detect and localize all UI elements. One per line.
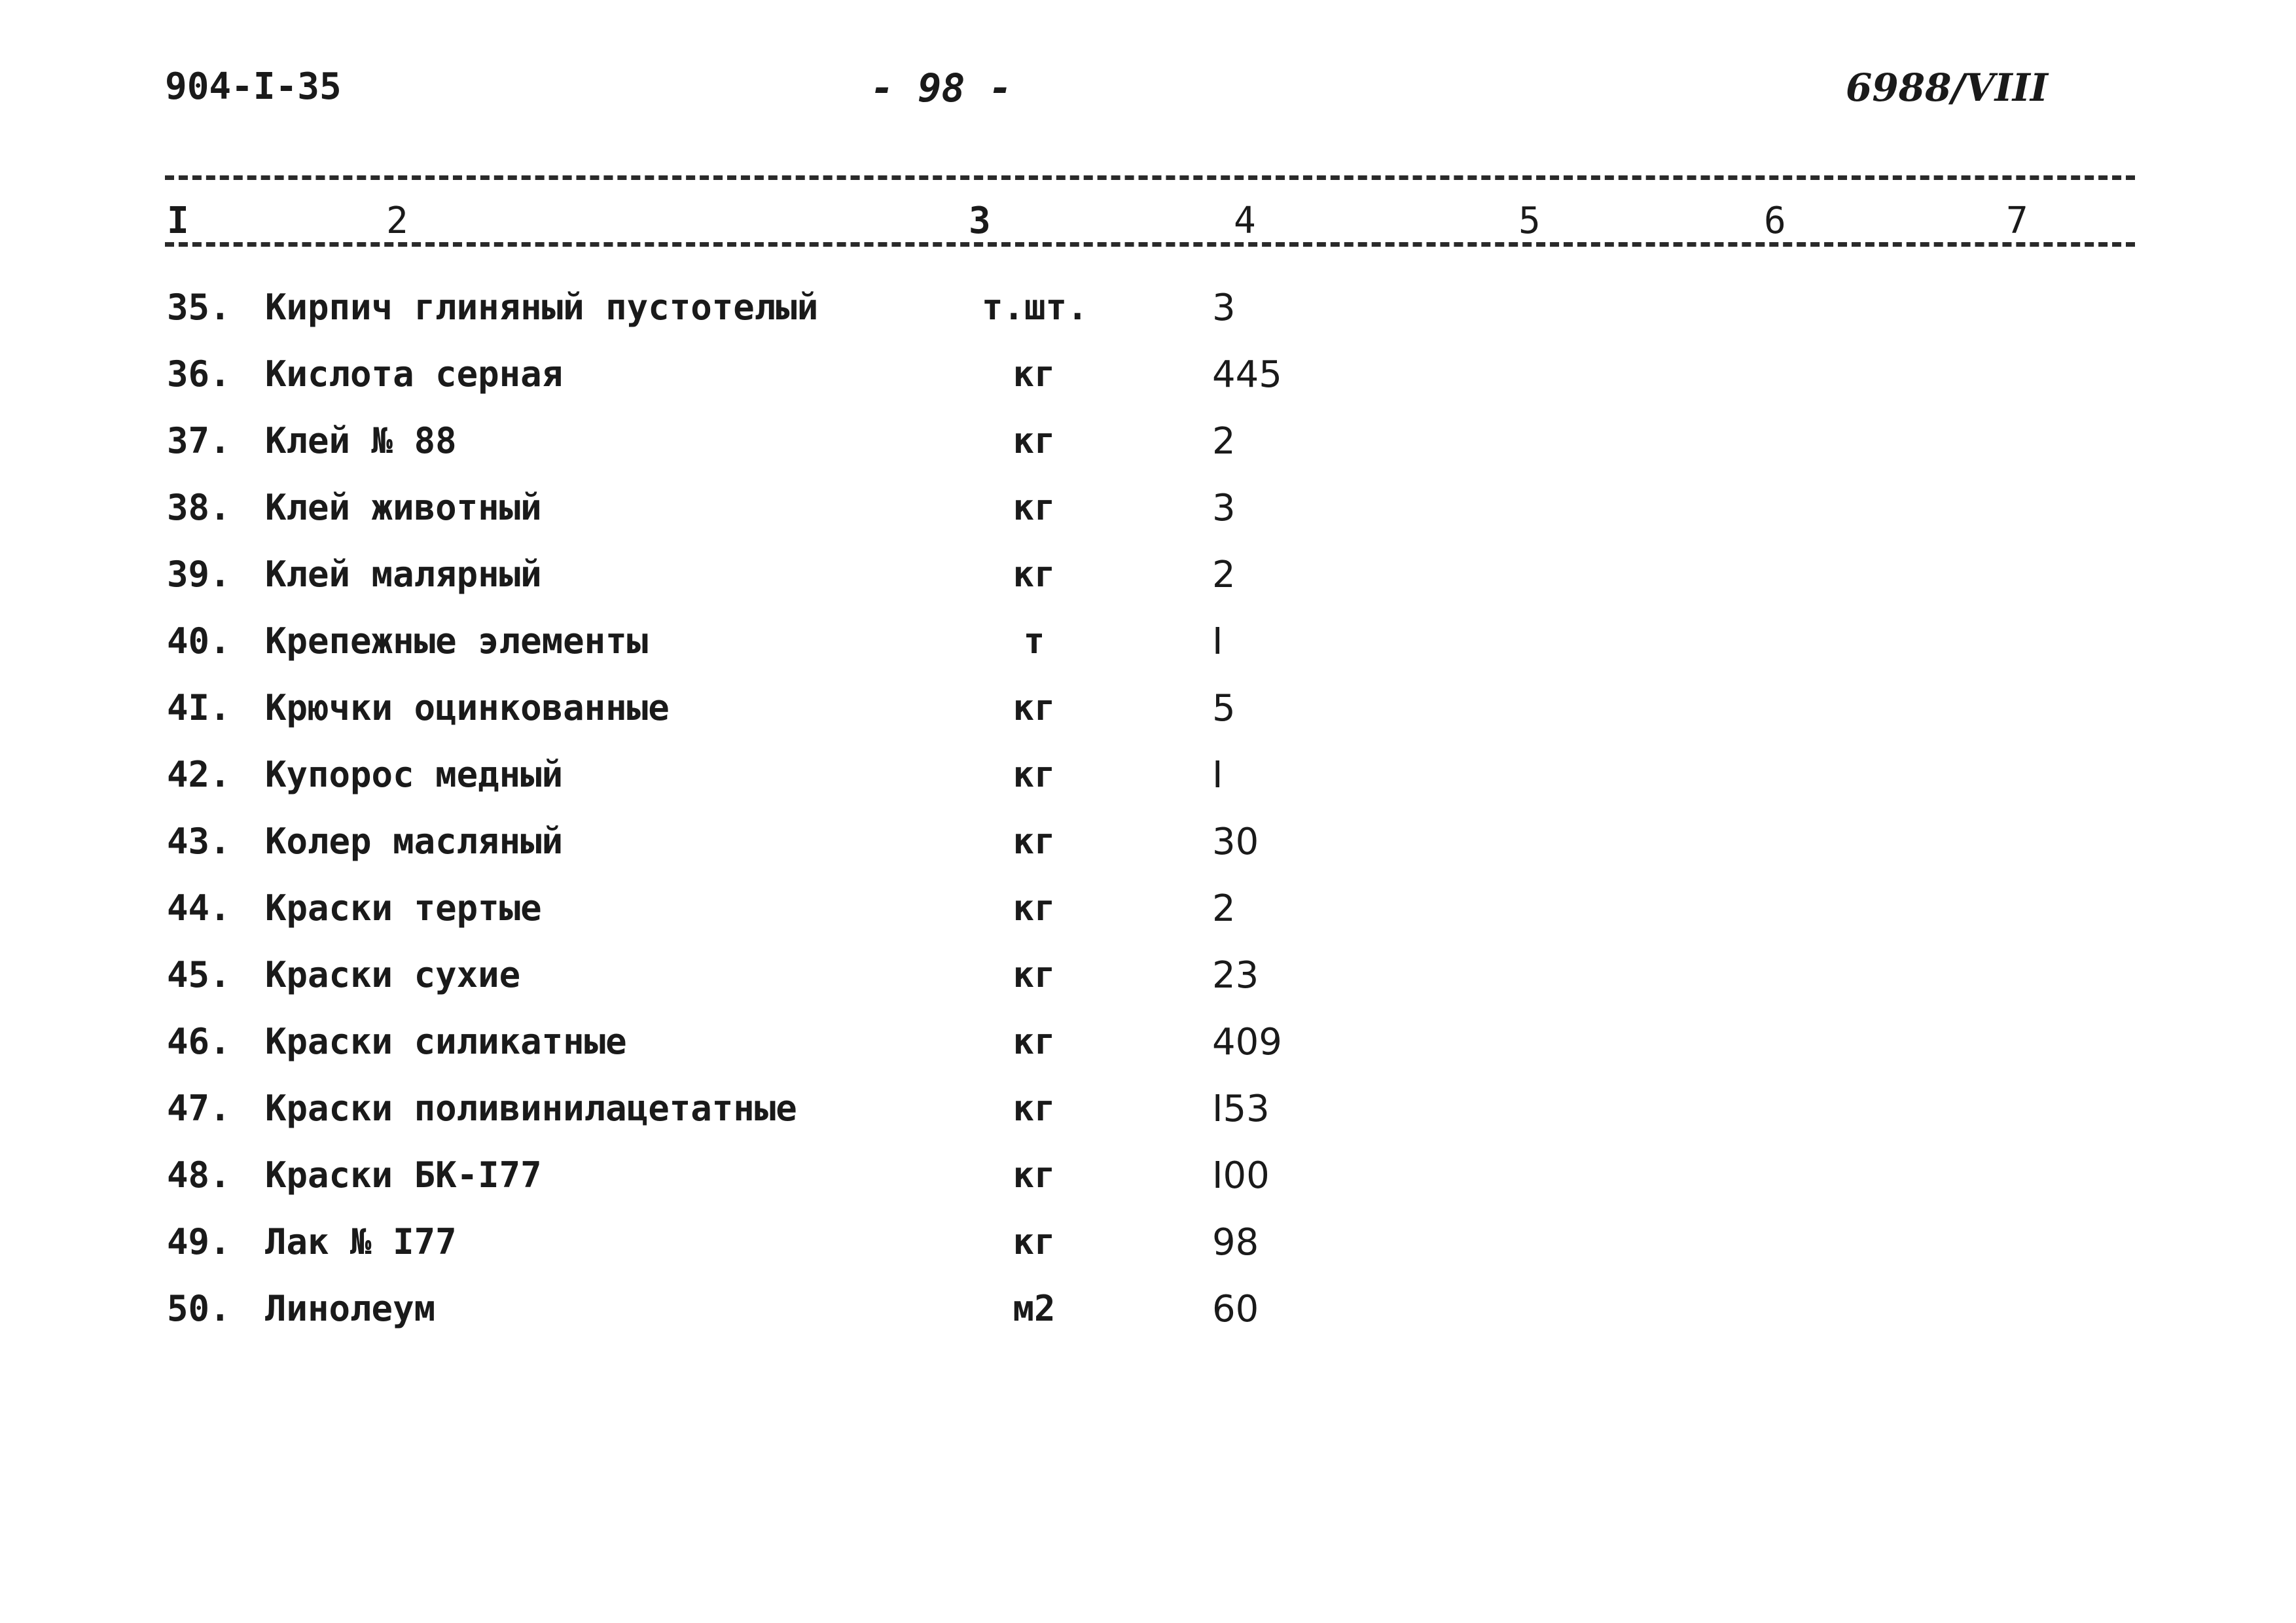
item-unit: кг [1013, 687, 1056, 728]
page-number: - 98 - [870, 65, 1013, 111]
item-quantity: I00 [1212, 1154, 1270, 1197]
item-unit: кг [1013, 1021, 1056, 1062]
table-row [0, 1288, 2296, 1355]
sheet-reference: 6988/VIII [1846, 65, 2049, 110]
item-name: Клей малярный [265, 554, 542, 595]
item-quantity: 2 [1212, 887, 1236, 930]
table-row [0, 620, 2296, 687]
item-quantity: I53 [1212, 1088, 1270, 1130]
item-unit: кг [1013, 754, 1056, 795]
item-unit: кг [1013, 487, 1056, 528]
document-code: 904-I-35 [165, 65, 342, 108]
item-number: 40. [167, 620, 231, 662]
item-unit: кг [1013, 954, 1056, 995]
item-number: 47. [167, 1088, 231, 1129]
table-row [0, 420, 2296, 487]
item-number: 42. [167, 754, 231, 795]
item-unit: кг [1013, 821, 1056, 862]
item-name: Краски тертые [265, 887, 542, 929]
column-number-1: I [167, 200, 189, 242]
item-quantity: 445 [1212, 353, 1282, 396]
item-number: 46. [167, 1021, 231, 1062]
table-row [0, 887, 2296, 954]
table-row [0, 487, 2296, 554]
item-number: 48. [167, 1154, 231, 1196]
item-number: 36. [167, 353, 231, 395]
column-number-5: 5 [1518, 200, 1541, 242]
item-quantity: 409 [1212, 1021, 1282, 1063]
item-quantity: I [1212, 620, 1223, 663]
item-name: Краски БК-I77 [265, 1154, 542, 1196]
item-number: 38. [167, 487, 231, 528]
table-row [0, 687, 2296, 754]
item-unit: т [1023, 620, 1045, 662]
item-unit: кг [1013, 1221, 1056, 1262]
item-name: Краски сухие [265, 954, 521, 995]
table-row [0, 1021, 2296, 1088]
item-quantity: 2 [1212, 420, 1236, 463]
column-number-4: 4 [1234, 200, 1256, 242]
item-name: Крючки оцинкованные [265, 687, 670, 728]
item-number: 4I. [167, 687, 231, 728]
table-row [0, 1088, 2296, 1154]
item-name: Купорос медный [265, 754, 564, 795]
column-number-3: 3 [969, 200, 991, 242]
item-number: 39. [167, 554, 231, 595]
table-top-rule [165, 175, 2135, 180]
item-unit: кг [1013, 420, 1056, 461]
item-unit: кг [1013, 1154, 1056, 1196]
item-unit: кг [1013, 554, 1056, 595]
item-name: Краски поливинилацетатные [265, 1088, 797, 1129]
item-quantity: I [1212, 754, 1223, 796]
column-number-7: 7 [2006, 200, 2028, 242]
item-name: Кирпич глиняный пустотелый [265, 287, 819, 328]
materials-list [0, 287, 2296, 1355]
table-row [0, 754, 2296, 821]
item-unit: кг [1013, 1088, 1056, 1129]
item-number: 35. [167, 287, 231, 328]
table-row [0, 554, 2296, 620]
item-unit: кг [1013, 887, 1056, 929]
item-number: 37. [167, 420, 231, 461]
item-unit: т.шт. [982, 287, 1088, 328]
table-row [0, 287, 2296, 353]
item-name: Колер масляный [265, 821, 564, 862]
item-name: Крепежные элементы [265, 620, 649, 662]
table-row [0, 1221, 2296, 1288]
item-number: 43. [167, 821, 231, 862]
item-quantity: 3 [1212, 487, 1236, 529]
item-quantity: 5 [1212, 687, 1236, 730]
item-name: Линолеум [265, 1288, 436, 1329]
item-number: 49. [167, 1221, 231, 1262]
item-number: 45. [167, 954, 231, 995]
item-unit: м2 [1013, 1288, 1056, 1329]
item-number: 44. [167, 887, 231, 929]
table-row [0, 821, 2296, 887]
item-quantity: 60 [1212, 1288, 1259, 1330]
item-quantity: 98 [1212, 1221, 1259, 1264]
item-quantity: 30 [1212, 821, 1259, 863]
table-row [0, 1154, 2296, 1221]
item-quantity: 2 [1212, 554, 1236, 596]
item-quantity: 23 [1212, 954, 1259, 997]
table-row [0, 954, 2296, 1021]
table-header-rule [165, 242, 2135, 247]
item-unit: кг [1013, 353, 1056, 395]
item-quantity: 3 [1212, 287, 1236, 329]
table-row [0, 353, 2296, 420]
column-number-2: 2 [386, 200, 408, 242]
item-name: Клей № 88 [265, 420, 457, 461]
item-name: Кислота серная [265, 353, 564, 395]
item-name: Лак № I77 [265, 1221, 457, 1262]
item-name: Краски силикатные [265, 1021, 627, 1062]
column-number-6: 6 [1764, 200, 1786, 242]
item-name: Клей животный [265, 487, 542, 528]
item-number: 50. [167, 1288, 231, 1329]
